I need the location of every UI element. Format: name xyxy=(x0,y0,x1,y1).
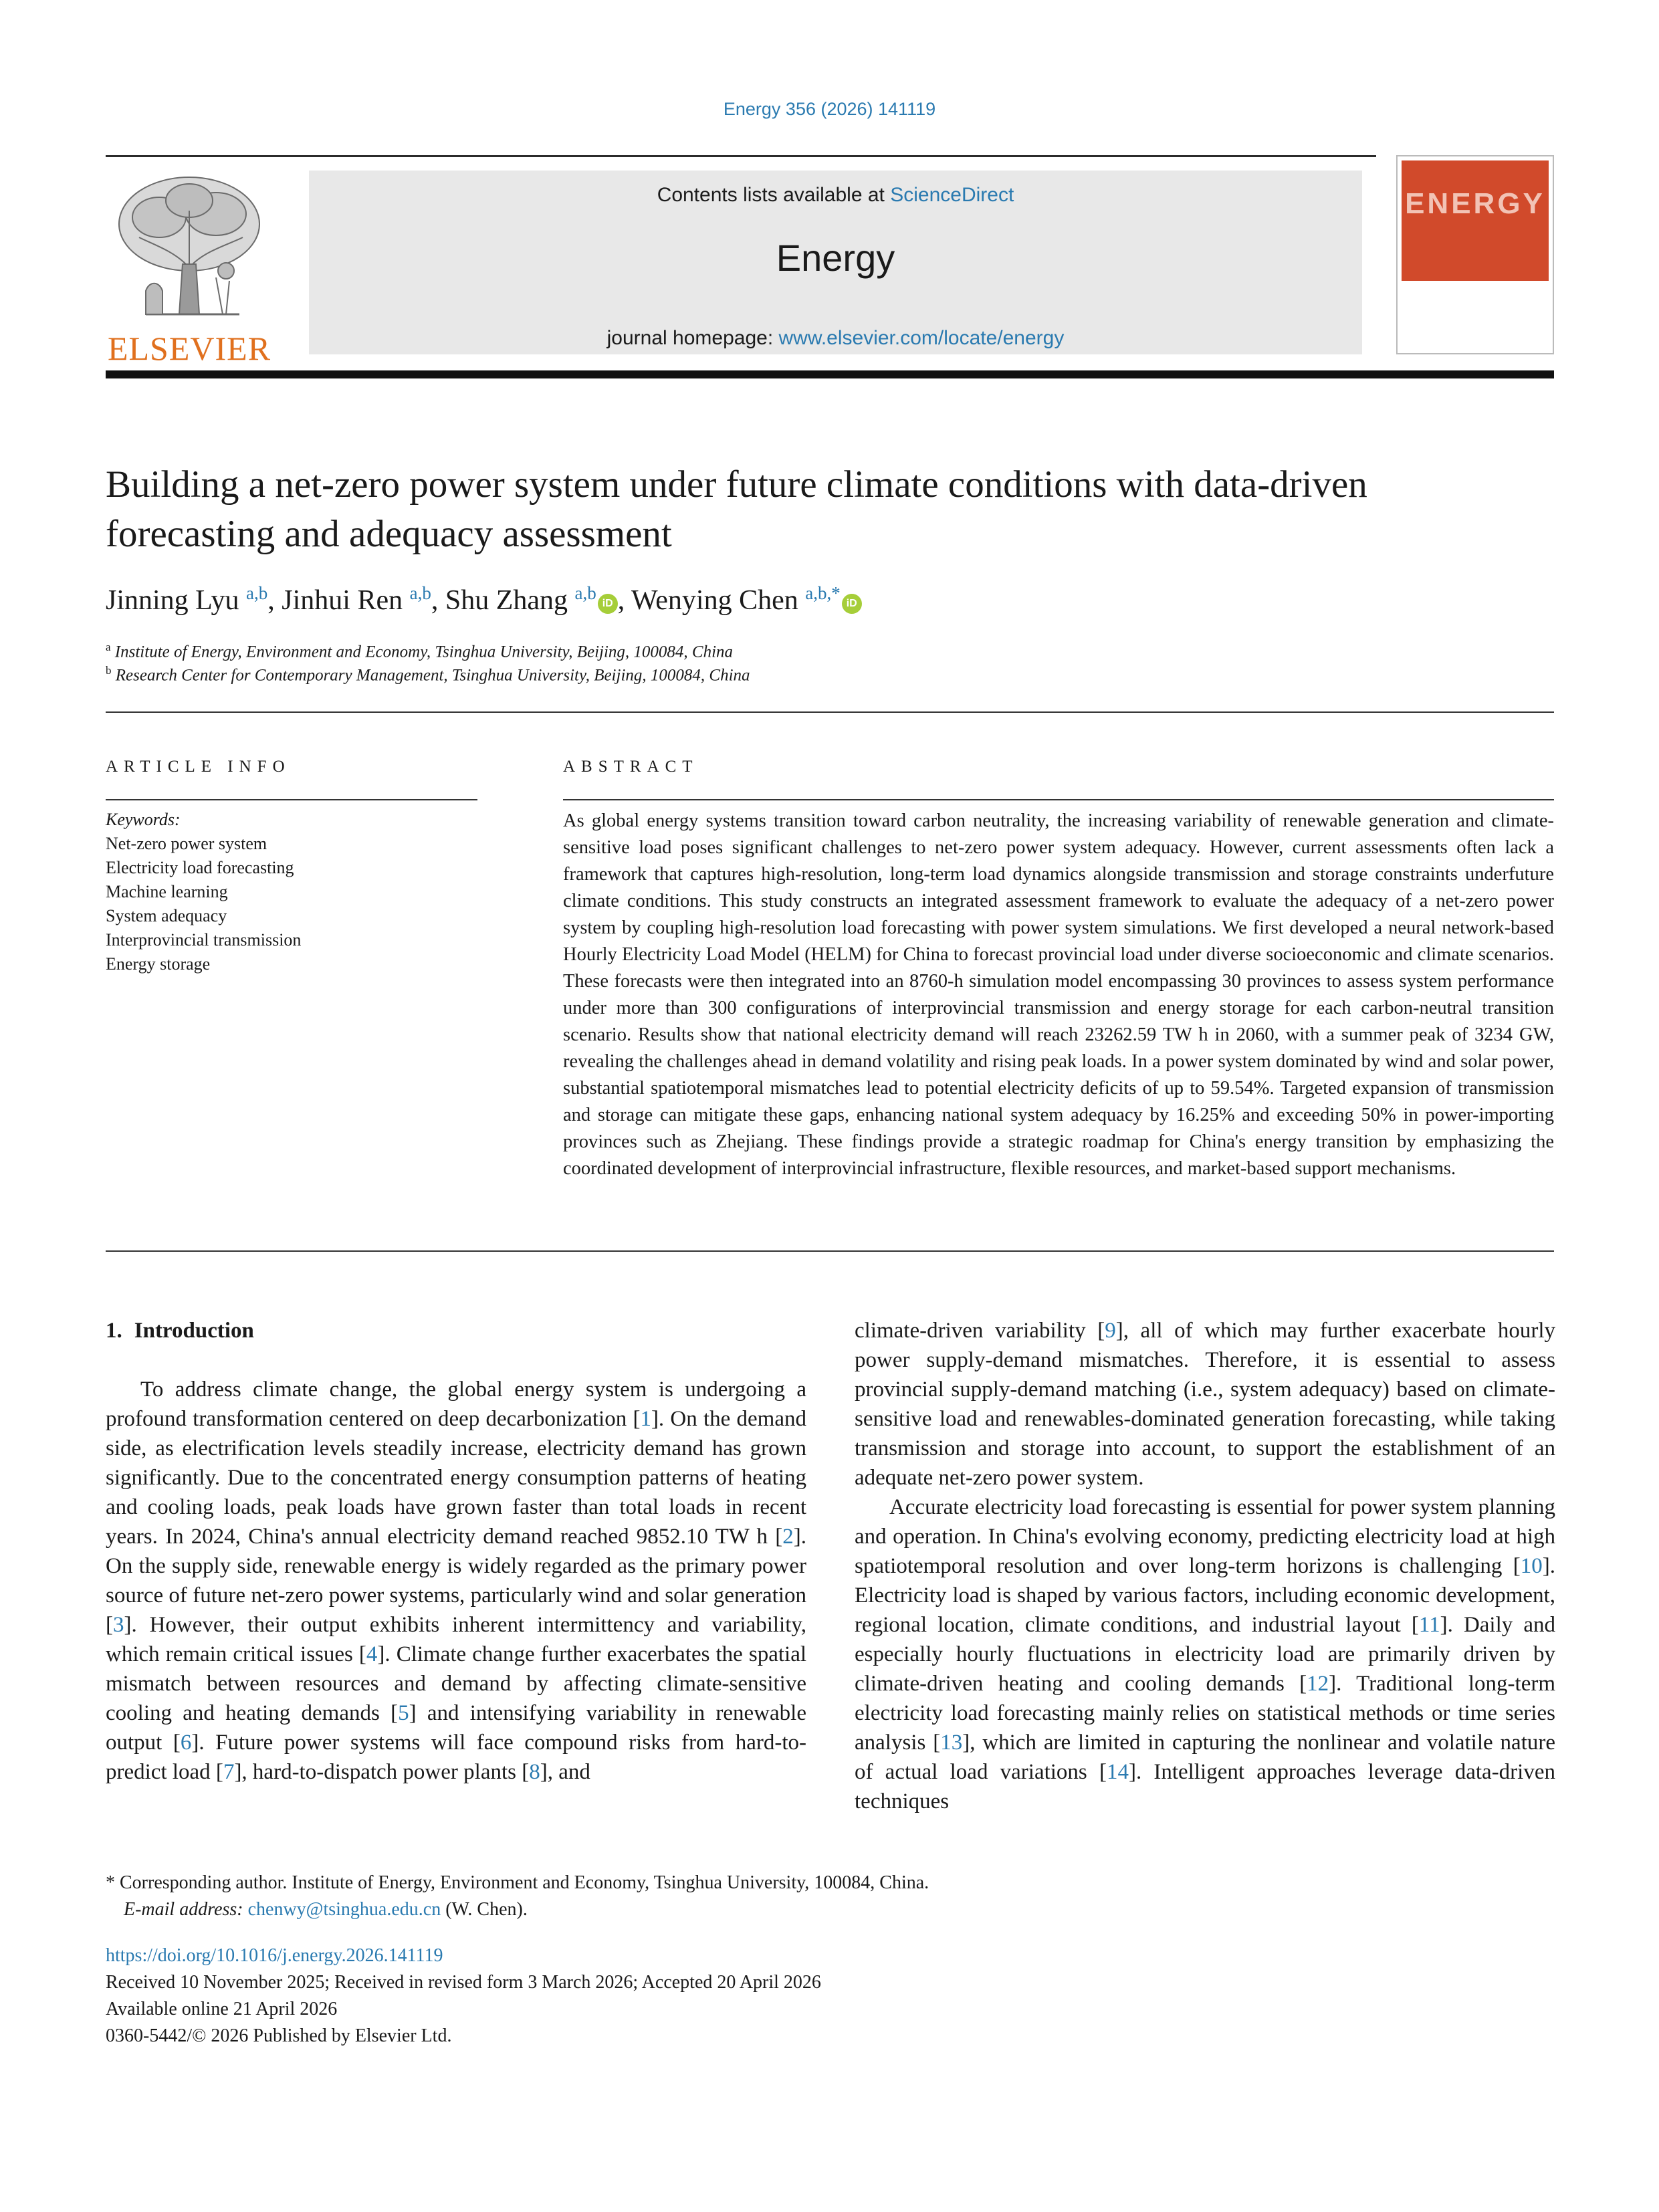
journal-citation[interactable]: Energy 356 (2026) 141119 xyxy=(723,99,936,119)
reference-link[interactable]: 4 xyxy=(366,1642,378,1666)
journal-cover-thumbnail[interactable] xyxy=(1396,155,1554,354)
cover-title: ENERGY xyxy=(1405,187,1545,220)
keyword-item: Interprovincial transmission xyxy=(106,930,302,950)
reference-link[interactable]: 9 xyxy=(1105,1319,1116,1343)
body-paragraph: To address climate change, the global energy system is undergoing a profound transformation centered on deep decarbonization [1]. On the demand side, as electrification levels steadily increase, electricity demand has grown significantly. Due to the concentrated energy consumption patterns of heating and cooling loads, peak loads have grown faster than total loads in recent years. In 2024, China's annual electricity demand reached 9852.10 TW h [2]. On the supply side, renewable energy is widely regarded as the primary power source of future net-zero power systems, particularly wind and solar generation [3]. However, their output exhibits inherent intermittency and variability, which remain critical issues [4]. Climate change further exacerbates the spatial mismatch between resources and demand by affecting climate-sensitive cooling and heating demands [5] and intensifying variability in renewable output [6]. Future power systems will face compound risks from hard-to-predict load [7], hard-to-dispatch power plants [8], and xyxy=(106,1377,807,1784)
journal-masthead xyxy=(309,171,1362,354)
elsevier-logo xyxy=(106,171,273,367)
elsevier-wordmark: ELSEVIER xyxy=(107,330,271,367)
author-name[interactable]: Jinhui Ren xyxy=(282,585,403,616)
reference-link[interactable]: 11 xyxy=(1418,1613,1440,1637)
reference-link[interactable]: 1 xyxy=(640,1407,651,1431)
contents-prefix: Contents lists available at xyxy=(657,184,885,206)
affiliation xyxy=(106,641,733,661)
author-affil-mark[interactable]: a,b xyxy=(574,583,596,603)
journal-homepage-link[interactable]: www.elsevier.com/locate/energy xyxy=(778,327,1065,349)
footnote-text: Corresponding author. Institute of Energy, Environment and Economy, Tsinghua University, 100084, China. xyxy=(120,1872,929,1893)
reference-link[interactable]: 12 xyxy=(1307,1672,1329,1696)
reference-link[interactable]: 5 xyxy=(398,1701,409,1725)
section-heading xyxy=(106,1316,806,1345)
reference-link[interactable]: 7 xyxy=(223,1760,235,1784)
abstract-text: As global energy systems transition toward carbon neutrality, the increasing variability of renewable generation and climate-sensitive load poses significant challenges to net-zero power system adequacy. However, current assessments often lack a framework that captures high-resolution, long-term load dynamics alongside transmission and storage constraints underfuture climate conditions. This study constructs an integrated assessment framework to evaluate the adequacy of a net-zero power system by coupling high-resolution load forecasting with power system simulations. We first developed a neural network-based Hourly Electricity Load Model (HELM) for China to forecast provincial load under diverse socioeconomic and climate scenarios. These forecasts were then integrated into an 8760-h simulation model encompassing 30 provinces to assess system performance under more than 300 configurations of interprovincial transmission and energy storage for each carbon-neutral transition scenario. Results show that national electricity demand will reach 23262.59 TW h in 2060, with a summer peak of 3234 GW, revealing the challenges ahead in demand volatility and rising peak loads. In a power system dominated by wind and solar power, substantial spatiotemporal mismatches lead to potential electricity deficits of up to 59.54%. Targeted expansion of transmission and storage can mitigate these gaps, enhancing national system adequacy by 16.25% and exceeding 50% in power-importing provinces such as Zhejiang. These findings provide a strategic roadmap for China's energy transition by emphasizing the coordinated development of interprovincial infrastructure, flexible resources, and market-based support mechanisms. xyxy=(563,810,1554,1179)
journal-name: Energy xyxy=(776,237,895,279)
author-name[interactable]: Wenying Chen xyxy=(631,585,798,616)
author-list: Jinning Lyu $^{a,b}$, Jinhui Ren $^{a,b}$, Shu Zhang $^{a,b}$iD , Wenying Chen $^{a,b,*}$iD xyxy=(106,583,862,617)
keyword-item: System adequacy xyxy=(106,906,227,925)
corresponding-author-footnote xyxy=(106,1870,1554,1923)
email-label: E-mail address: xyxy=(124,1899,243,1920)
available-online: Available online 21 April 2026 xyxy=(106,1999,338,2019)
section-title: Introduction xyxy=(134,1319,254,1343)
header-bottom-rule xyxy=(106,370,1554,378)
orcid-icon[interactable]: iD xyxy=(842,594,862,614)
footnote-mark: * xyxy=(106,1872,115,1893)
cover-red-panel xyxy=(1402,160,1549,281)
header-top-rule xyxy=(106,155,1376,157)
author-affil-mark[interactable]: a,b,* xyxy=(805,583,841,603)
received-dates: Received 10 November 2025; Received in revised form 3 March 2026; Accepted 20 April 2026 xyxy=(106,1972,821,1993)
author-affil-mark[interactable]: a,b xyxy=(246,583,268,603)
copyright-line: 0360-5442/© 2026 Published by Elsevier Ltd. xyxy=(106,2025,452,2046)
affiliation xyxy=(106,664,750,685)
orcid-icon[interactable]: iD xyxy=(598,594,618,614)
homepage-prefix: journal homepage: xyxy=(606,327,774,349)
keyword-item: Machine learning xyxy=(106,882,228,901)
reference-link[interactable]: 8 xyxy=(529,1760,540,1784)
keywords-list xyxy=(106,808,301,976)
reference-link[interactable]: 2 xyxy=(782,1525,794,1549)
body-right-column xyxy=(855,1316,1555,1816)
elsevier-tree-icon xyxy=(106,171,273,328)
title-block-rule xyxy=(106,711,1554,713)
keyword-item: Electricity load forecasting xyxy=(106,858,294,877)
abstract-bottom-rule xyxy=(106,1250,1554,1252)
abstract-rule xyxy=(563,799,1554,800)
homepage-line xyxy=(309,327,1362,350)
affiliation-text: Institute of Energy, Environment and Economy, Tsinghua University, Beijing, 100084, China xyxy=(114,643,734,661)
keywords-label: Keywords: xyxy=(106,810,181,829)
reference-link[interactable]: 3 xyxy=(113,1613,124,1637)
article-info-heading: ARTICLE INFO xyxy=(106,758,291,776)
article-title: Building a net-zero power system under future climate conditions with data-driven forecasting and adequacy assessment xyxy=(106,463,1367,555)
reference-link[interactable]: 13 xyxy=(940,1731,963,1755)
author-name[interactable]: Jinning Lyu xyxy=(106,585,239,616)
keyword-item: Net-zero power system xyxy=(106,834,267,853)
affiliation-text: Research Center for Contemporary Management, Tsinghua University, Beijing, 100084, China xyxy=(115,666,750,685)
reference-link[interactable]: 14 xyxy=(1106,1760,1129,1784)
body-left-column xyxy=(106,1316,806,1787)
author-affil-mark[interactable]: a,b xyxy=(409,583,431,603)
author-name[interactable]: Shu Zhang xyxy=(445,585,568,616)
article-info-rule xyxy=(106,799,477,800)
abstract-heading: ABSTRACT xyxy=(563,758,699,776)
affiliation-mark: b xyxy=(106,664,112,677)
contents-line xyxy=(309,184,1362,207)
doi-link[interactable]: https://doi.org/10.1016/j.energy.2026.141119 xyxy=(106,1945,443,1966)
reference-link[interactable]: 10 xyxy=(1520,1554,1543,1578)
body-paragraph: climate-driven variability [9], all of which may further exacerbate hourly power supply-demand mismatches. Therefore, it is essential to assess provincial supply-demand matching (i.e., system adequacy) based on climate-sensitive load and renewables-dominated generation forecasting, while taking transmission and storage into account, to support the establishment of an adequate net-zero power system. xyxy=(855,1319,1556,1490)
sciencedirect-link[interactable]: ScienceDirect xyxy=(890,184,1014,206)
body-paragraph: Accurate electricity load forecasting is essential for power system planning and operation. In China's evolving economy, predicting electricity load at high spatiotemporal resolution and over long-term horizons is challenging [10]. Electricity load is shaped by various factors, including economic development, regional location, climate conditions, and industrial layout [11]. Daily and especially hourly fluctuations in electricity load are primarily driven by climate-driven heating and cooling demands [12]. Traditional long-term electricity load forecasting mainly relies on statistical methods or time series analysis [13], which are limited in capturing the nonlinear and volatile nature of actual load variations [14]. Intelligent approaches leverage data-driven techniques xyxy=(855,1495,1556,1813)
author-email-link[interactable]: chenwy@tsinghua.edu.cn xyxy=(247,1899,441,1920)
section-number: 1. xyxy=(106,1319,122,1343)
affiliation-mark: a xyxy=(106,641,111,653)
article-front-matter xyxy=(106,1943,1554,2050)
email-suffix: (W. Chen). xyxy=(445,1899,528,1920)
reference-link[interactable]: 6 xyxy=(180,1731,192,1755)
keyword-item: Energy storage xyxy=(106,954,211,974)
